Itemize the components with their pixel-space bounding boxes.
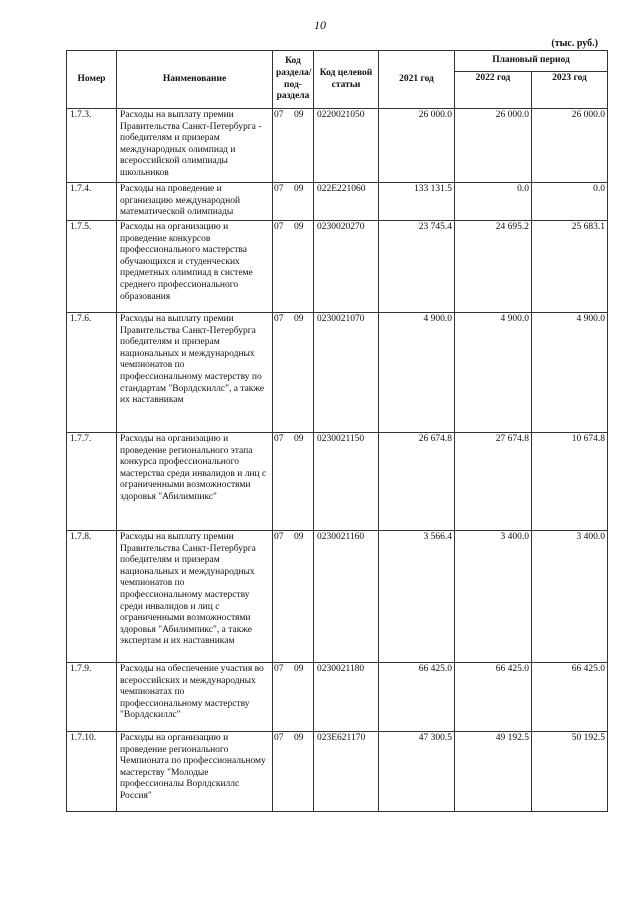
table-row [67, 221, 608, 313]
row-name: Расходы на организацию и проведение регионального этапа конкурса профессионального мастерства среди инвалидов и лиц с ограниченными возможностями здоровья "Абилимпикс" [117, 433, 273, 531]
header-planned-period: Плановый период [455, 51, 608, 72]
row-name: Расходы на выплату премии Правительства Санкт-Петербурга победителям и призерам национальных и международных чемпионатов по профессиональному мастерству по стандартам "Ворлдскиллс", а также их наставникам [117, 313, 273, 433]
row-amount-2021: 4 900.0 [379, 313, 455, 433]
table-row [67, 109, 608, 183]
row-amount-2023: 50 192.5 [532, 732, 608, 812]
row-amount-2023: 25 683.1 [532, 221, 608, 313]
row-number: 1.7.3. [67, 109, 117, 183]
row-amount-2023: 4 900.0 [532, 313, 608, 433]
units-label: (тыс. руб.) [551, 38, 598, 49]
table-row [67, 313, 608, 433]
row-amount-2021: 3 566.4 [379, 531, 455, 663]
row-amount-2021: 26 674.8 [379, 433, 455, 531]
table-row [67, 433, 608, 531]
table-row [67, 732, 608, 812]
row-number: 1.7.10. [67, 732, 117, 812]
row-section: 07 [274, 110, 284, 120]
row-number: 1.7.8. [67, 531, 117, 663]
row-section-code [273, 663, 314, 732]
header-year-2021: 2021 год [379, 51, 455, 109]
row-subsection: 09 [294, 532, 304, 542]
row-section-code [273, 313, 314, 433]
header-year-2023: 2023 год [532, 72, 608, 109]
row-amount-2022: 26 000.0 [455, 109, 532, 183]
row-subsection: 09 [294, 222, 304, 232]
row-amount-2021: 66 425.0 [379, 663, 455, 732]
row-name: Расходы на обеспечение участия во всероссийских и международных чемпионатах по профессиональному мастерству "Ворлдскиллс" [117, 663, 273, 732]
row-name: Расходы на выплату премии Правительства Санкт-Петербурга - победителям и призерам международных олимпиад и всероссийской олимпиады школьников [117, 109, 273, 183]
row-subsection: 09 [294, 664, 304, 674]
row-section: 07 [274, 532, 284, 542]
header-number: Номер [67, 51, 117, 109]
header-year-2022: 2022 год [455, 72, 532, 109]
row-amount-2022: 4 900.0 [455, 313, 532, 433]
row-target-code: 022E221060 [314, 183, 379, 221]
row-subsection: 09 [294, 314, 304, 324]
row-section-code [273, 183, 314, 221]
table-row [67, 663, 608, 732]
row-amount-2022: 0.0 [455, 183, 532, 221]
row-name: Расходы на выплату премии Правительства Санкт-Петербурга победителям и призерам национальных и международных чемпионатов по профессиональному мастерству среди инвалидов и лиц с ограниченными возможностями здоровья "Абилимпикс", а также экспертам и их наставникам [117, 531, 273, 663]
table-body [67, 109, 608, 812]
row-amount-2023: 10 674.8 [532, 433, 608, 531]
row-target-code: 023E621170 [314, 732, 379, 812]
header-name: Наименование [117, 51, 273, 109]
row-section-code [273, 531, 314, 663]
row-amount-2023: 66 425.0 [532, 663, 608, 732]
row-subsection: 09 [294, 110, 304, 120]
row-number: 1.7.5. [67, 221, 117, 313]
row-name: Расходы на проведение и организацию международной математической олимпиады [117, 183, 273, 221]
row-section: 07 [274, 314, 284, 324]
row-amount-2022: 24 695.2 [455, 221, 532, 313]
row-section: 07 [274, 733, 284, 743]
row-amount-2023: 0.0 [532, 183, 608, 221]
table-row [67, 531, 608, 663]
row-amount-2021: 133 131.5 [379, 183, 455, 221]
row-subsection: 09 [294, 434, 304, 444]
row-target-code: 0230021160 [314, 531, 379, 663]
row-number: 1.7.9. [67, 663, 117, 732]
row-target-code: 0220021050 [314, 109, 379, 183]
row-section: 07 [274, 184, 284, 194]
budget-table [66, 50, 608, 812]
header-section-code: Код раздела/ под- раздела [273, 51, 314, 109]
row-target-code: 0230021180 [314, 663, 379, 732]
row-amount-2022: 3 400.0 [455, 531, 532, 663]
row-number: 1.7.4. [67, 183, 117, 221]
row-target-code: 0230021150 [314, 433, 379, 531]
row-section: 07 [274, 664, 284, 674]
row-amount-2022: 66 425.0 [455, 663, 532, 732]
row-amount-2021: 23 745.4 [379, 221, 455, 313]
row-section-code [273, 732, 314, 812]
row-amount-2023: 26 000.0 [532, 109, 608, 183]
row-target-code: 0230020270 [314, 221, 379, 313]
row-amount-2021: 26 000.0 [379, 109, 455, 183]
row-number: 1.7.7. [67, 433, 117, 531]
row-section: 07 [274, 434, 284, 444]
row-number: 1.7.6. [67, 313, 117, 433]
row-section: 07 [274, 222, 284, 232]
row-amount-2023: 3 400.0 [532, 531, 608, 663]
row-name: Расходы на организацию и проведение регионального Чемпионата по профессиональному мастерству "Молодые профессионалы Ворлдскиллс Россия" [117, 732, 273, 812]
row-amount-2022: 27 674.8 [455, 433, 532, 531]
header-target-code: Код целевой статьи [314, 51, 379, 109]
row-amount-2022: 49 192.5 [455, 732, 532, 812]
page-number: 10 [314, 18, 326, 32]
row-section-code [273, 433, 314, 531]
row-section-code [273, 221, 314, 313]
row-section-code [273, 109, 314, 183]
row-name: Расходы на организацию и проведение конкурсов профессионального мастерства обучающихся и студенческих предметных олимпиад в системе среднего профессионального образования [117, 221, 273, 313]
row-subsection: 09 [294, 184, 304, 194]
row-target-code: 0230021070 [314, 313, 379, 433]
row-amount-2021: 47 300.5 [379, 732, 455, 812]
table-row [67, 183, 608, 221]
row-subsection: 09 [294, 733, 304, 743]
